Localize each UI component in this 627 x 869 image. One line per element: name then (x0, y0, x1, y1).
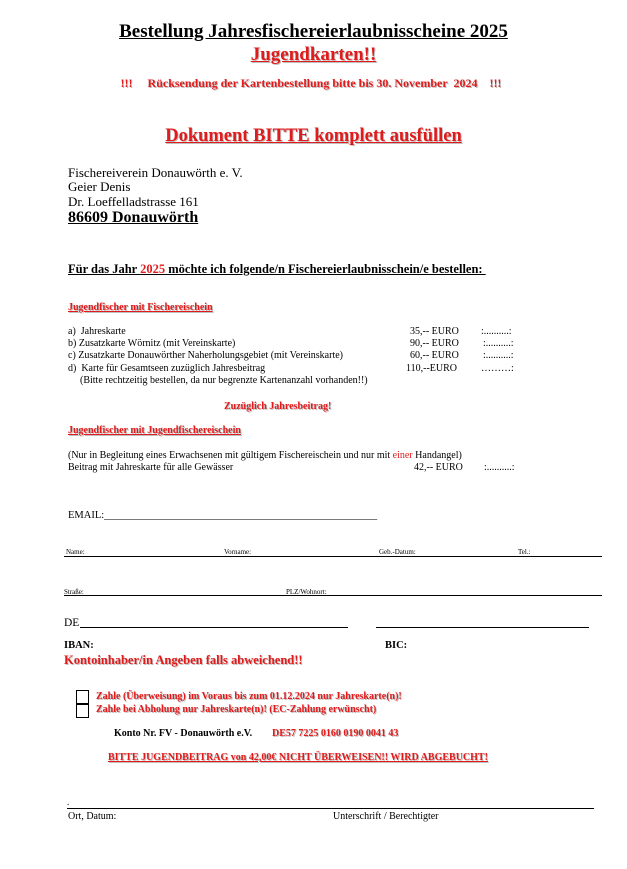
section1-heading: Jugendfischer mit Fischereischein (68, 302, 213, 313)
section2-item-price: 42,-- EURO (414, 462, 463, 473)
section1-surcharge: Zuzüglich Jahresbeitrag! (224, 401, 332, 412)
page-subtitle: Jugendkarten!! (250, 44, 377, 65)
order-intro-post: möchte ich folgende/n Fischereierlaubnisschein/e bestellen: (165, 262, 486, 276)
section1-item-b-qty[interactable]: :..........: (483, 338, 514, 349)
section1-item-d-label: d) Karte für Gesamtseen zuzüglich Jahresbeitrag (68, 363, 266, 374)
page-title: Bestellung Jahresfischereierlaubnisscheine 2025 (119, 21, 508, 42)
kontoinhaber-notice: Kontoinhaber/in Angeben falls abweichend!! (64, 653, 303, 667)
signature-line[interactable] (67, 808, 594, 809)
address-line-4: 86609 Donauwörth (68, 209, 199, 226)
strasse-label: Straße: (64, 588, 84, 596)
konto-iban: DE57 7225 0160 0190 0041 43 (272, 728, 399, 739)
tel-label: Tel.: (518, 548, 531, 556)
bic-label: BIC: (385, 640, 408, 651)
section1-note: (Bitte rechtzeitig bestellen, da nur begrenzte Kartenanzahl vorhanden!!) (80, 375, 368, 386)
section2-item-label: Beitrag mit Jahreskarte für alle Gewässer (68, 462, 234, 473)
order-intro (68, 262, 486, 277)
order-year: 2025 (140, 262, 166, 276)
deadline-notice: !!! Rücksendung der Kartenbestellung bitte bis 30. November 2024 !!! (120, 76, 502, 90)
ort-datum-label: Ort, Datum: (68, 811, 117, 822)
section2-heading: Jugendfischer mit Jugendfischereischein (68, 425, 241, 436)
plz-wohnort-label: PLZ/Wohnort: (286, 588, 327, 596)
unterschrift-label: Unterschrift / Berechtigter (333, 811, 439, 822)
section1-item-b-label: b) Zusatzkarte Wörnitz (mit Vereinskarte) (68, 338, 236, 349)
section1-item-d-price: 110,--EURO (406, 363, 458, 374)
section1-item-c-price: 60,-- EURO (410, 350, 459, 361)
personal-data-line[interactable] (64, 556, 602, 557)
section1-item-c-qty[interactable]: :..........: (483, 350, 514, 361)
section1-item-a-qty[interactable]: :..........: (481, 326, 512, 337)
section2-item-qty[interactable]: :..........: (484, 462, 515, 473)
address-line-3: Dr. Loeffelladstrasse 161 (68, 194, 199, 209)
section1-item-a-label: a) Jahreskarte (68, 326, 126, 337)
geb-datum-label: Geb.-Datum: (379, 548, 416, 556)
section1-item-c-label: c) Zusatzkarte Donauwörther Naherholungsgebiet (mit Vereinskarte) (68, 350, 343, 361)
iban-de-prefix: DE (64, 617, 80, 629)
vorname-label: Vorname: (224, 548, 252, 556)
bic-input-line[interactable] (376, 627, 589, 628)
address-line-1: Fischereiverein Donauwörth e. V. (68, 165, 243, 180)
section1-item-b-price: 90,-- EURO (410, 338, 459, 349)
iban-input-line[interactable] (80, 627, 348, 628)
section2-note-pre: (Nur in Begleitung eines Erwachsenen mit gültigem Fischereischein und nur mit (68, 450, 393, 461)
prepay-label: Zahle (Überweisung) im Voraus bis zum 01.12.2024 nur Jahreskarte(n)! (96, 691, 402, 702)
jugendbeitrag-warning: BITTE JUGENDBEITRAG von 42,00€ NICHT ÜBERWEISEN!! WIRD ABGEBUCHT! (108, 752, 488, 763)
name-label: Name: (66, 548, 85, 556)
signature-dot: . (67, 797, 70, 807)
section2-note-red: einer (392, 450, 413, 461)
email-field[interactable]: EMAIL:____________________________________________________ (68, 510, 378, 521)
order-intro-pre: Für das Jahr (68, 262, 141, 276)
prepay-checkbox[interactable] (76, 690, 89, 704)
section2-note-post: Handangel) (412, 450, 462, 461)
iban-label: IBAN: (64, 640, 94, 651)
address-line-2: Geier Denis (68, 179, 131, 194)
section1-item-d-qty[interactable]: ………: (481, 363, 514, 374)
section1-item-a-price: 35,-- EURO (410, 326, 459, 337)
fill-notice: Dokument BITTE komplett ausfüllen (165, 126, 462, 146)
address-data-line[interactable] (64, 595, 602, 596)
konto-label: Konto Nr. FV - Donauwörth e.V. (114, 728, 253, 739)
pay-on-pickup-label: Zahle bei Abholung nur Jahreskarte(n)! (EC-Zahlung erwünscht) (96, 704, 377, 715)
pay-on-pickup-checkbox[interactable] (76, 704, 89, 718)
section2-note (68, 450, 462, 461)
